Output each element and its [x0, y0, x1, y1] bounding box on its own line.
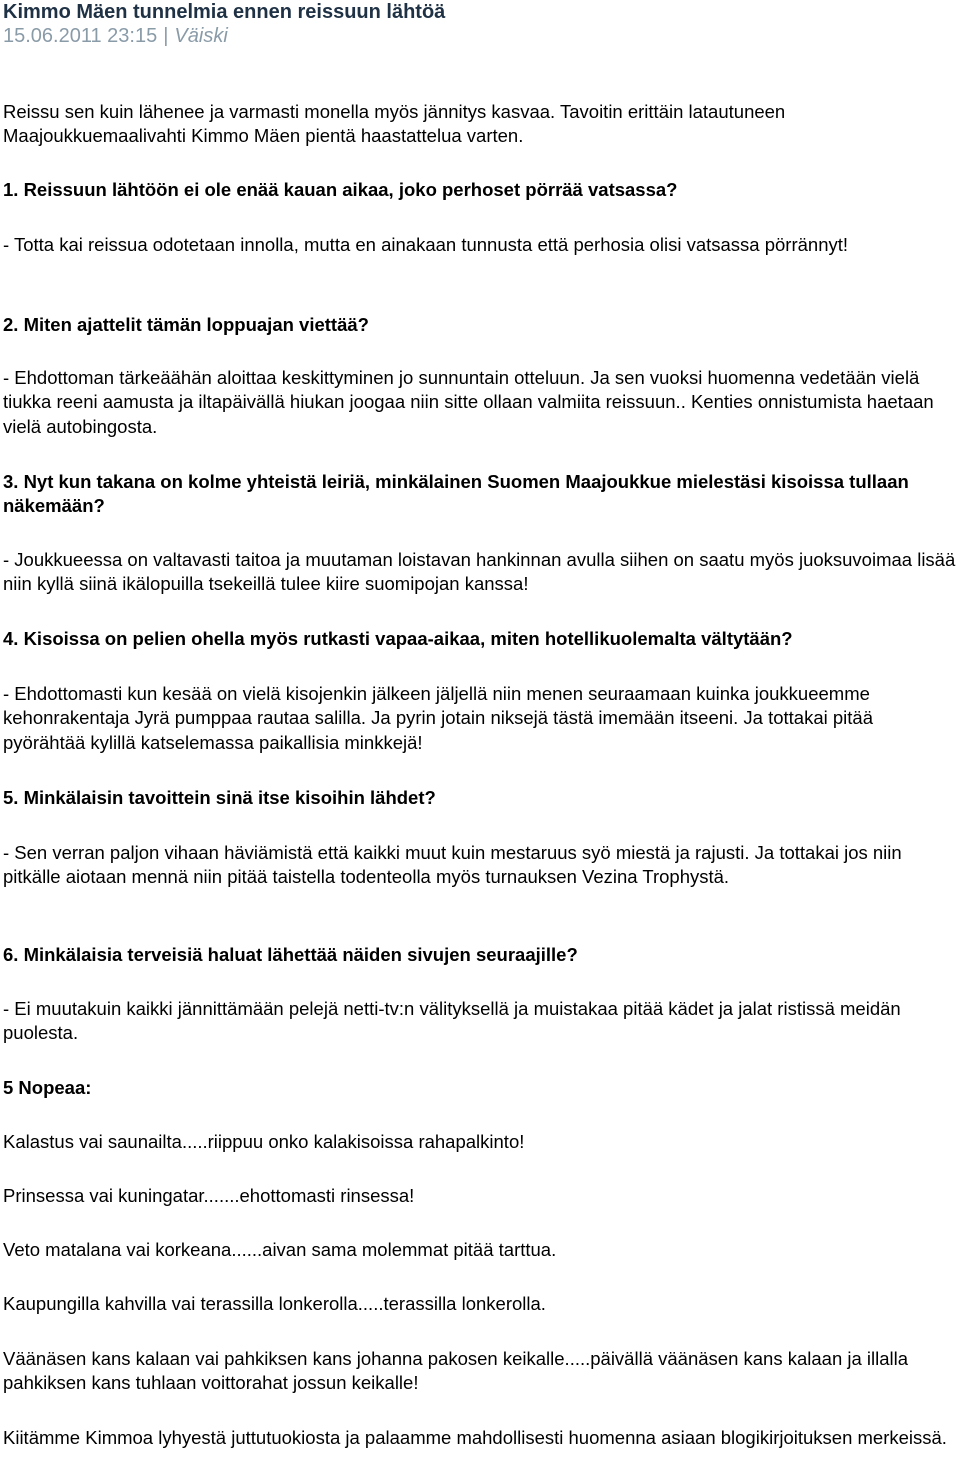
question-1: 1. Reissuun lähtöön ei ole enää kauan aikaa, joko perhoset pörrää vatsassa? — [3, 179, 678, 200]
quick-item: Väänäsen kans kalaan vai pahkiksen kans johanna pakosen keikalle.....päivällä väänäsen kans kalaan ja illalla pahkiksen kans tuhlaan voittorahat jossun keikalle! — [3, 1348, 909, 1394]
question-6: 6. Minkälaisia terveisiä haluat lähettää näiden sivujen seuraajille? — [3, 944, 578, 965]
article-author: Väiski — [174, 25, 228, 47]
article-title: Kimmo Mäen tunnelmia ennen reissuun lähtöä — [3, 1, 446, 23]
question-2: 2. Miten ajattelit tämän loppuajan viettää? — [3, 314, 369, 335]
answer-2: - Ehdottoman tärkeäähän aloittaa keskittyminen jo sunnuntain otteluun. Ja sen vuoksi huomenna vedetään vielä tiukka reeni aamusta ja iltapäivällä hiukan joogaa niin sitte ollaan valmiita reissuun.. Kenties onnistumista haetaan vielä autobingosta. — [3, 367, 934, 437]
answer-3: - Joukkueessa on valtavasti taitoa ja muutaman loistavan hankinnan avulla siihen on saatu myös juoksuvoimaa lisää niin kyllä siinä ikälopuilla tsekeillä tulee kiire suomipojan kanssa! — [3, 549, 956, 595]
quick-item: Prinsessa vai kuningatar.......ehottomasti rinsessa! — [3, 1185, 415, 1206]
article-header — [3, 0, 445, 48]
quick-item: Veto matalana vai korkeana......aivan sama molemmat pitää tarttua. — [3, 1239, 557, 1260]
question-4: 4. Kisoissa on pelien ohella myös rutkasti vapaa-aikaa, miten hotellikuolemalta vältytään? — [3, 628, 793, 649]
answer-6: - Ei muutakuin kaikki jännittämään pelejä netti-tv:n välityksellä ja muistakaa pitää kädet ja jalat ristissä meidän puolesta. — [3, 998, 901, 1044]
quick-item: Kaupungilla kahvilla vai terassilla lonkerolla.....terassilla lonkerolla. — [3, 1293, 546, 1314]
quick-item: Kalastus vai saunailta.....riippuu onko kalakisoissa rahapalkinto! — [3, 1131, 525, 1152]
intro-paragraph: Reissu sen kuin lähenee ja varmasti monella myös jännitys kasvaa. Tavoitin erittäin latautuneen Maajoukkuemaalivahti Kimmo Mäen pientä haastattelua varten. — [3, 101, 786, 147]
outro-paragraph: Kiitämme Kimmoa lyhyestä juttutuokiosta ja palaamme mahdollisesti huomenna asiaan blogikirjoituksen merkeissä. — [3, 1427, 947, 1448]
answer-4: - Ehdottomasti kun kesää on vielä kisojenkin jälkeen jäljellä niin menen seuraamaan kuinka joukkueemme kehonrakentaja Jyrä pumppaa rautaa salilla. Ja pyrin jotain niksejä tästä imemään itseeni. Ja tottakai pitää pyörähtää kylillä katselemassa paikallisia minkkejä! — [3, 683, 873, 753]
article-date: 15.06.2011 23:15 — [3, 25, 158, 47]
answer-1: - Totta kai reissua odotetaan innolla, mutta en ainakaan tunnusta että perhosia olisi vatsassa pörrännyt! — [3, 234, 849, 255]
quick-heading: 5 Nopeaa: — [3, 1077, 92, 1098]
question-5: 5. Minkälaisin tavoittein sinä itse kisoihin lähdet? — [3, 787, 436, 808]
answer-5: - Sen verran paljon vihaan häviämistä että kaikki muut kuin mestaruus syö miestä ja rajusti. Ja tottakai jos niin pitkälle aiotaan mennä niin pitää taistella todenteolla myös turnauksen Vezina Trophystä. — [3, 842, 902, 888]
article-meta — [3, 24, 445, 48]
meta-separator: | — [163, 25, 169, 47]
question-3: 3. Nyt kun takana on kolme yhteistä leiriä, minkälainen Suomen Maajoukkue mielestäsi kisoissa tullaan näkemään? — [3, 471, 909, 517]
